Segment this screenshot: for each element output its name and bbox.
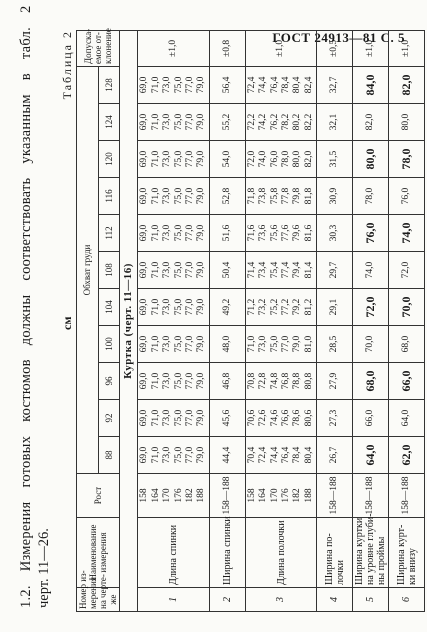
measurement-name: Ширина по- лочки: [317, 518, 353, 588]
value-cell: 69,0 71,0 73,0 75,0 77,0 79,0: [138, 289, 209, 326]
value-cell: 82,0: [353, 104, 389, 141]
value-cell: 56,4: [209, 66, 245, 103]
value-cell: 71,6 73,6 75,6 77,6 79,6 81,6: [245, 215, 316, 252]
value-cell: 49,2: [209, 289, 245, 326]
chest-size-header: 108: [98, 252, 120, 289]
value-cell: 27,9: [317, 363, 353, 400]
chest-size-header: 112: [98, 215, 120, 252]
value-cell: 71,4 73,4 75,4 77,4 79,4 81,4: [245, 252, 316, 289]
tolerance-cell: ±1,0: [353, 30, 389, 66]
rotated-content: [18, 5, 418, 612]
value-cell: 80,0: [389, 104, 425, 141]
measurement-name: Ширина куртки на уровне глуби- ны проймы: [353, 518, 389, 588]
height-range: 158—188: [317, 474, 353, 518]
value-cell: 28,5: [317, 326, 353, 363]
value-cell: 72,4 74,4 76,4 78,4 80,4 82,4: [245, 66, 316, 103]
value-cell: 30,3: [317, 215, 353, 252]
measurement-name: Длина полочки: [245, 518, 316, 588]
chest-size-header: 120: [98, 141, 120, 178]
value-cell: 30,9: [317, 178, 353, 215]
tolerance-cell: ±1,0: [138, 30, 209, 66]
value-cell: 27,3: [317, 400, 353, 437]
chest-size-header: 104: [98, 289, 120, 326]
value-cell: 82,0: [389, 66, 425, 103]
value-cell: 64,0: [389, 400, 425, 437]
value-cell: 70,4 72,4 74,4 76,4 78,4 80,4: [245, 437, 316, 474]
value-cell: 72,0: [389, 252, 425, 289]
value-cell: 72,0 74,0 76,0 78,0 80,0 82,0: [245, 141, 316, 178]
value-cell: 69,0 71,0 73,0 75,0 77,0 79,0: [138, 104, 209, 141]
value-cell: 26,7: [317, 437, 353, 474]
height-range: 158—188: [389, 474, 425, 518]
measurement-number: 4: [317, 588, 353, 612]
value-cell: 52,8: [209, 178, 245, 215]
tolerance-cell: ±1,0: [245, 30, 316, 66]
table-row: [209, 30, 245, 611]
value-cell: 70,8 72,8 74,8 76,8 78,8 80,8: [245, 363, 316, 400]
value-cell: 69,0 71,0 73,0 75,0 77,0 79,0: [138, 363, 209, 400]
col-header-tolerance: Допуска- емое от- клонение: [77, 30, 120, 66]
value-cell: 62,0: [389, 437, 425, 474]
intro-line-1: 1.2.Измеренияготовыхкостюмовдолжнысоответствоватьуказаннымвтабл.2: [18, 5, 34, 608]
col-header-chest-group: Обхват груди: [77, 66, 99, 473]
value-cell: 69,0 71,0 73,0 75,0 77,0 79,0: [138, 400, 209, 437]
value-cell: 69,0 71,0 73,0 75,0 77,0 79,0: [138, 141, 209, 178]
value-cell: 74,0: [353, 252, 389, 289]
col-header-name: Наименование измерения: [77, 518, 120, 588]
value-cell: 51,6: [209, 215, 245, 252]
value-cell: 66,0: [353, 400, 389, 437]
value-cell: 54,0: [209, 141, 245, 178]
value-cell: 50,4: [209, 252, 245, 289]
height-range: 158—188: [209, 474, 245, 518]
value-cell: 70,6 72,6 74,6 76,6 78,6 80,6: [245, 400, 316, 437]
value-cell: 68,0: [353, 363, 389, 400]
height-range: 158 164 170 176 182 188: [138, 474, 209, 518]
value-cell: 69,0 71,0 73,0 75,0 77,0 79,0: [138, 215, 209, 252]
value-cell: 44,4: [209, 437, 245, 474]
value-cell: 32,7: [317, 66, 353, 103]
chest-size-header: 88: [98, 437, 120, 474]
table-body: [120, 30, 425, 611]
measurement-name: Длина спинки: [138, 518, 209, 588]
value-cell: 84,0: [353, 66, 389, 103]
value-cell: 72,0: [353, 289, 389, 326]
value-cell: 69,0 71,0 73,0 75,0 77,0 79,0: [138, 326, 209, 363]
chest-size-header: 128: [98, 66, 120, 103]
tolerance-cell: ±0,5: [317, 30, 353, 66]
value-cell: 32,1: [317, 104, 353, 141]
value-cell: 80,0: [353, 141, 389, 178]
value-cell: 69,0 71,0 73,0 75,0 77,0 79,0: [138, 66, 209, 103]
value-cell: 74,0: [389, 215, 425, 252]
col-header-number: Номер из- мерения на черте- же: [77, 588, 120, 612]
value-cell: 69,0 71,0 73,0 75,0 77,0 79,0: [138, 178, 209, 215]
intro-line-2: черт. 11—26.: [36, 528, 52, 608]
header-row-top: [77, 30, 99, 611]
value-cell: 46,8: [209, 363, 245, 400]
height-range: 158—188: [353, 474, 389, 518]
chest-size-header: 100: [98, 326, 120, 363]
measurement-number: 5: [353, 588, 389, 612]
chest-size-header: 116: [98, 178, 120, 215]
value-cell: 76,0: [389, 178, 425, 215]
tolerance-cell: ±1,0: [389, 30, 425, 66]
value-cell: 29,7: [317, 252, 353, 289]
table-row: [353, 30, 389, 611]
value-cell: 72,2 74,2 76,2 78,2 80,2 82,2: [245, 104, 316, 141]
table-row: [317, 30, 353, 611]
value-cell: 29,1: [317, 289, 353, 326]
value-cell: 68,0: [389, 326, 425, 363]
measurement-number: 3: [245, 588, 316, 612]
chest-size-header: 92: [98, 400, 120, 437]
measurement-number: 6: [389, 588, 425, 612]
section-title: Куртка (черт. 11—16): [120, 30, 138, 611]
value-cell: 78,0: [389, 141, 425, 178]
value-cell: 69,0 71,0 73,0 75,0 77,0 79,0: [138, 252, 209, 289]
value-cell: 66,0: [389, 363, 425, 400]
page-header: ГОСТ 24913—81 С. 5: [272, 30, 405, 45]
measurement-number: 1: [138, 588, 209, 612]
measurement-name: Ширина курт- ки внизу: [389, 518, 425, 588]
value-cell: 45,6: [209, 400, 245, 437]
table-row: [245, 30, 316, 611]
value-cell: 64,0: [353, 437, 389, 474]
value-cell: 70,0: [389, 289, 425, 326]
chest-size-header: 96: [98, 363, 120, 400]
value-cell: 71,0 73,0 75,0 77,0 79,0 81,0: [245, 326, 316, 363]
table-row: [138, 30, 209, 611]
table-head: [77, 30, 120, 611]
value-cell: 69,0 71,0 73,0 75,0 77,0 79,0: [138, 437, 209, 474]
value-cell: 48,0: [209, 326, 245, 363]
measurement-number: 2: [209, 588, 245, 612]
col-header-height: Рост: [77, 474, 120, 518]
value-cell: 55,2: [209, 104, 245, 141]
value-cell: 71,8 73,8 75,8 77,8 79,8 81,8: [245, 178, 316, 215]
value-cell: 70,0: [353, 326, 389, 363]
value-cell: 76,0: [353, 215, 389, 252]
measurement-name: Ширина спинки: [209, 518, 245, 588]
unit-label: см: [60, 316, 74, 330]
value-cell: 71,2 73,2 75,2 77,2 79,2 81,2: [245, 289, 316, 326]
value-cell: 78,0: [353, 178, 389, 215]
tolerance-cell: ±0,8: [209, 30, 245, 66]
value-cell: 31,5: [317, 141, 353, 178]
section-row: [120, 30, 138, 611]
measurements-table: [76, 30, 425, 612]
table-caption: Таблица 2: [60, 30, 74, 100]
table-row: [389, 30, 425, 611]
chest-size-header: 124: [98, 104, 120, 141]
height-range: 158 164 170 176 182 188: [245, 474, 316, 518]
